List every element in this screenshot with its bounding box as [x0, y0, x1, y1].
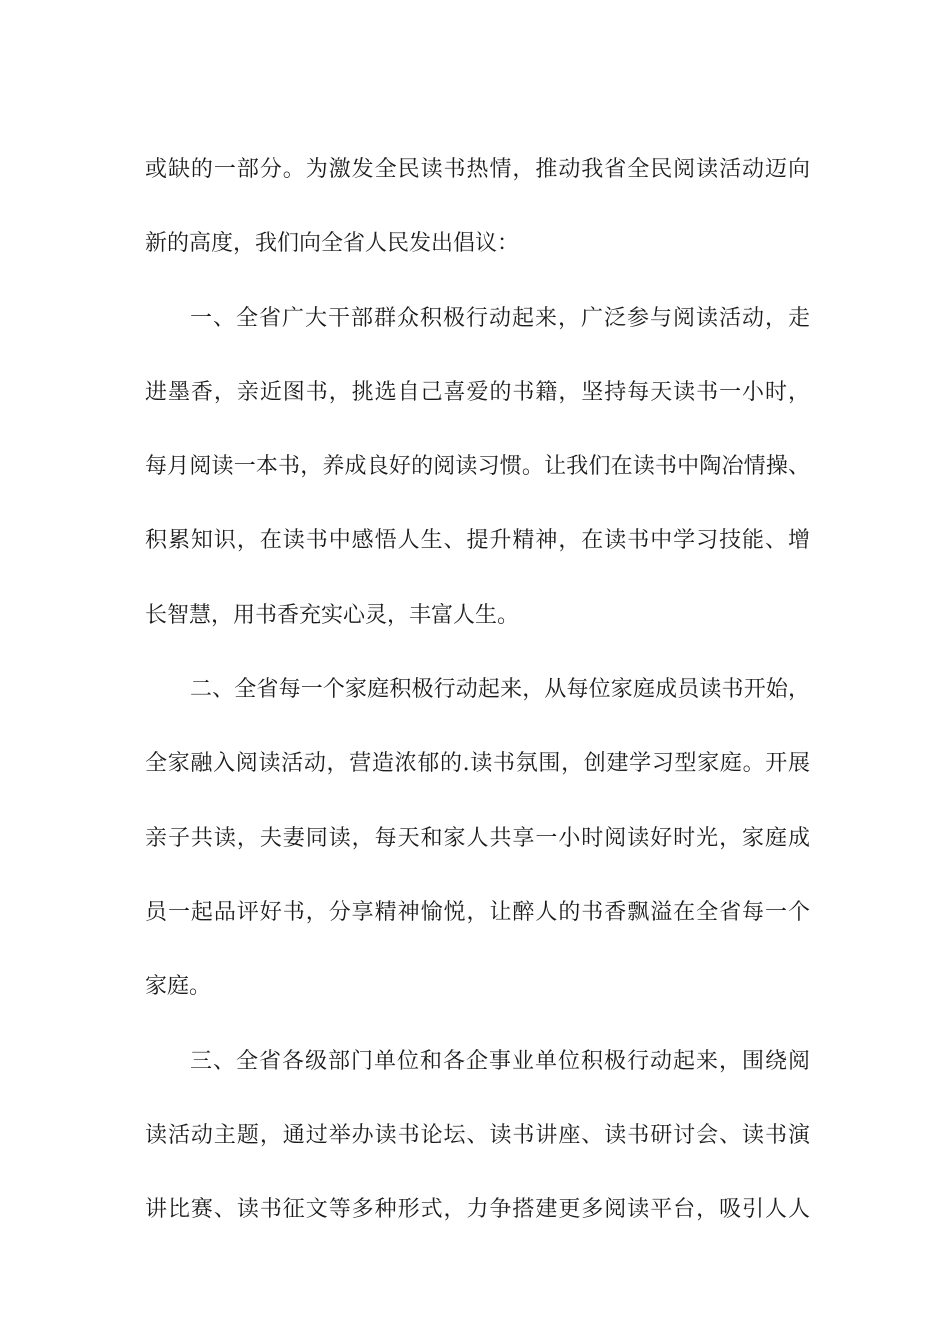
text-line: 全家融入阅读活动，营造浓郁的.读书氛围，创建学习型家庭。开展	[145, 751, 810, 777]
text-line: 进墨香，亲近图书，挑选自己喜爱的书籍，坚持每天读书一小时，	[145, 379, 810, 405]
text-line: 二、全省每一个家庭积极行动起来，从每位家庭成员读书开始，	[190, 677, 810, 703]
text-line: 新的高度，我们向全省人民发出倡议：	[145, 231, 520, 257]
text-line: 家庭。	[145, 974, 212, 1000]
text-line: 一、全省广大干部群众积极行动起来，广泛参与阅读活动，走	[190, 305, 810, 331]
text-line: 讲比赛、读书征文等多种形式，力争搭建更多阅读平台，吸引人人	[145, 1197, 810, 1223]
text-line: 读活动主题，通过举办读书论坛、读书讲座、读书研讨会、读书演	[145, 1122, 810, 1148]
text-line: 积累知识，在读书中感悟人生、提升精神，在读书中学习技能、增	[145, 528, 810, 554]
document-body	[145, 133, 810, 1247]
text-line: 亲子共读，夫妻同读，每天和家人共享一小时阅读好时光，家庭成	[145, 825, 810, 851]
text-line: 或缺的一部分。为激发全民读书热情，推动我省全民阅读活动迈向	[145, 157, 810, 182]
text-line: 三、全省各级部门单位和各企事业单位积极行动起来，围绕阅	[190, 1048, 810, 1074]
text-line: 员一起品评好书，分享精神愉悦，让醉人的书香飘溢在全省每一个	[145, 899, 810, 925]
text-line: 长智慧，用书香充实心灵，丰富人生。	[145, 602, 520, 628]
text-line: 每月阅读一本书，养成良好的阅读习惯。让我们在读书中陶冶情操、	[145, 454, 810, 480]
